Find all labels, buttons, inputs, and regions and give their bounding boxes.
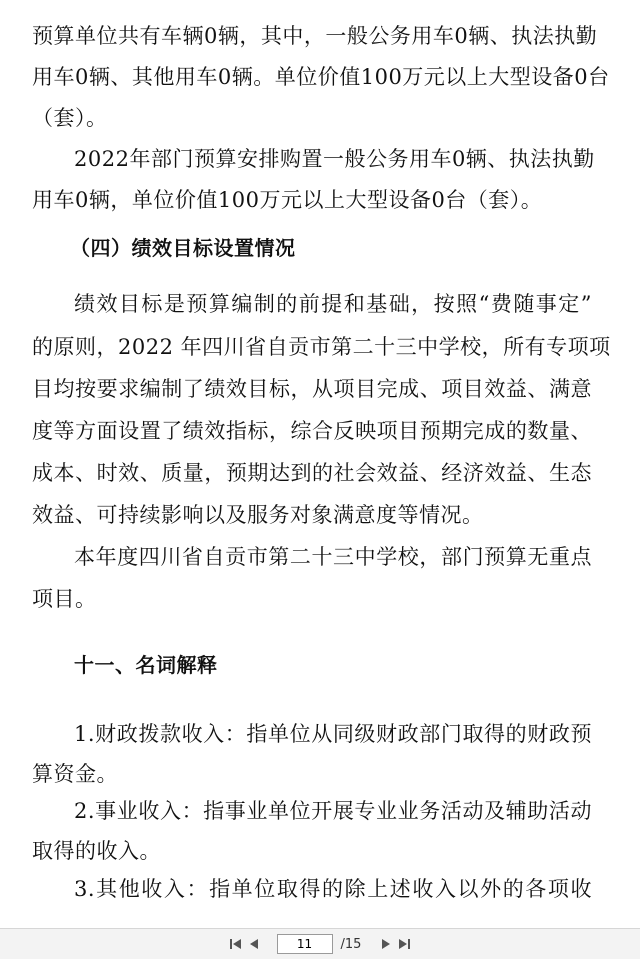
paragraph-line: 用车0辆、其他用车0辆。单位价值100万元以上大型设备0台: [32, 65, 610, 89]
paragraph-line: 1.财政拨款收入：指单位从同级财政部门取得的财政预: [74, 722, 592, 746]
chapter-heading: 十一、名词解释: [74, 653, 218, 677]
paragraph-line: 2.事业收入：指事业单位开展专业业务活动及辅助活动: [74, 799, 592, 823]
paragraph-line: 用车0辆，单位价值100万元以上大型设备0台（套）。: [32, 188, 543, 212]
total-pages-label: /15: [340, 936, 362, 952]
page-number-input[interactable]: [277, 934, 333, 954]
paragraph-line: 的原则，2022 年四川省自贡市第二十三中学校，所有专项项: [32, 335, 611, 359]
paragraph-line: 项目。: [32, 587, 97, 611]
paragraph-line: 预算单位共有车辆0辆，其中，一般公务用车0辆、执法执勤: [32, 24, 598, 48]
paragraph-line: 3.其他收入：指单位取得的除上述收入以外的各项收: [74, 877, 592, 901]
paragraph-line: 目均按要求编制了绩效目标，从项目完成、项目效益、满意: [32, 377, 592, 401]
page-navigation-toolbar: [0, 928, 640, 959]
last-page-icon[interactable]: [395, 935, 413, 953]
section-heading: （四）绩效目标设置情况: [70, 236, 296, 260]
paragraph-line: 算资金。: [32, 762, 118, 786]
paragraph-line: 取得的收入。: [32, 839, 161, 863]
paragraph-line: 度等方面设置了绩效指标，综合反映项目预期完成的数量、: [32, 419, 592, 443]
prev-page-icon[interactable]: [245, 935, 263, 953]
paragraph-line: 2022年部门预算安排购置一般公务用车0辆、执法执勤: [74, 147, 595, 171]
paragraph-line: 绩效目标是预算编制的前提和基础，按照“费随事定”: [74, 292, 592, 316]
first-page-icon[interactable]: [227, 935, 245, 953]
paragraph-line: 本年度四川省自贡市第二十三中学校，部门预算无重点: [74, 545, 592, 569]
next-page-icon[interactable]: [377, 935, 395, 953]
paragraph-line: （套）。: [32, 106, 108, 130]
paragraph-line: 成本、时效、质量，预期达到的社会效益、经济效益、生态: [32, 461, 592, 485]
paragraph-line: 效益、可持续影响以及服务对象满意度等情况。: [32, 503, 484, 527]
